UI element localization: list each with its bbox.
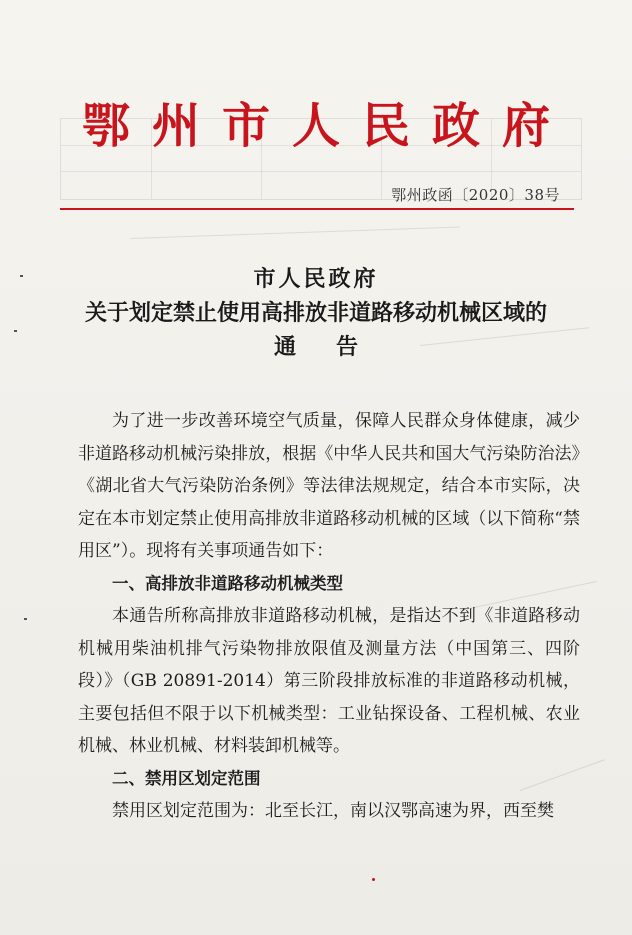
section-1-paragraph: 本通告所称高排放非道路移动机械，是指达不到《非道路移动机械用柴油机排气污染物排放限值及测量方法（中国第三、四阶段）》（GB 20891-2014）第三阶段排放标准的非道路移动机械，主要包括但不限于以下机械类型：工业钻探设备、工程机械、农业机械、林业机械、材料装卸机械等。 — [78, 606, 580, 756]
heading-line-3: 通告 — [273, 334, 398, 360]
document-number: 鄂州政函〔2020〕38号 — [391, 186, 560, 204]
red-separator-line — [60, 208, 574, 210]
document-heading — [0, 262, 632, 364]
section-2-paragraph: 禁用区划定范围为：北至长江，南以汉鄂高速为界，西至樊 — [112, 801, 554, 821]
scan-speck — [24, 618, 27, 620]
heading-line-2: 关于划定禁止使用高排放非道路移动机械区域的 — [84, 300, 547, 326]
heading-line-1: 市人民政府 — [253, 266, 379, 292]
issuing-authority-title: 鄂州市人民政府 — [81, 98, 572, 154]
section-2-heading: 二、禁用区划定范围 — [112, 768, 261, 788]
intro-paragraph: 为了进一步改善环境空气质量，保障人民群众身体健康，减少非道路移动机械污染排放，根据《中华人民共和国大气污染防治法》《湖北省大气污染防治条例》等法律法规规定，结合本市实际，决定在本市划定禁止使用高排放非道路移动机械的区域（以下简称“禁用区”）。现将有关事项通告如下： — [78, 411, 580, 561]
bleed-scribble — [130, 226, 460, 239]
document-body — [78, 405, 580, 828]
section-1-heading: 一、高排放非道路移动机械类型 — [112, 573, 343, 593]
red-speck — [372, 878, 375, 881]
